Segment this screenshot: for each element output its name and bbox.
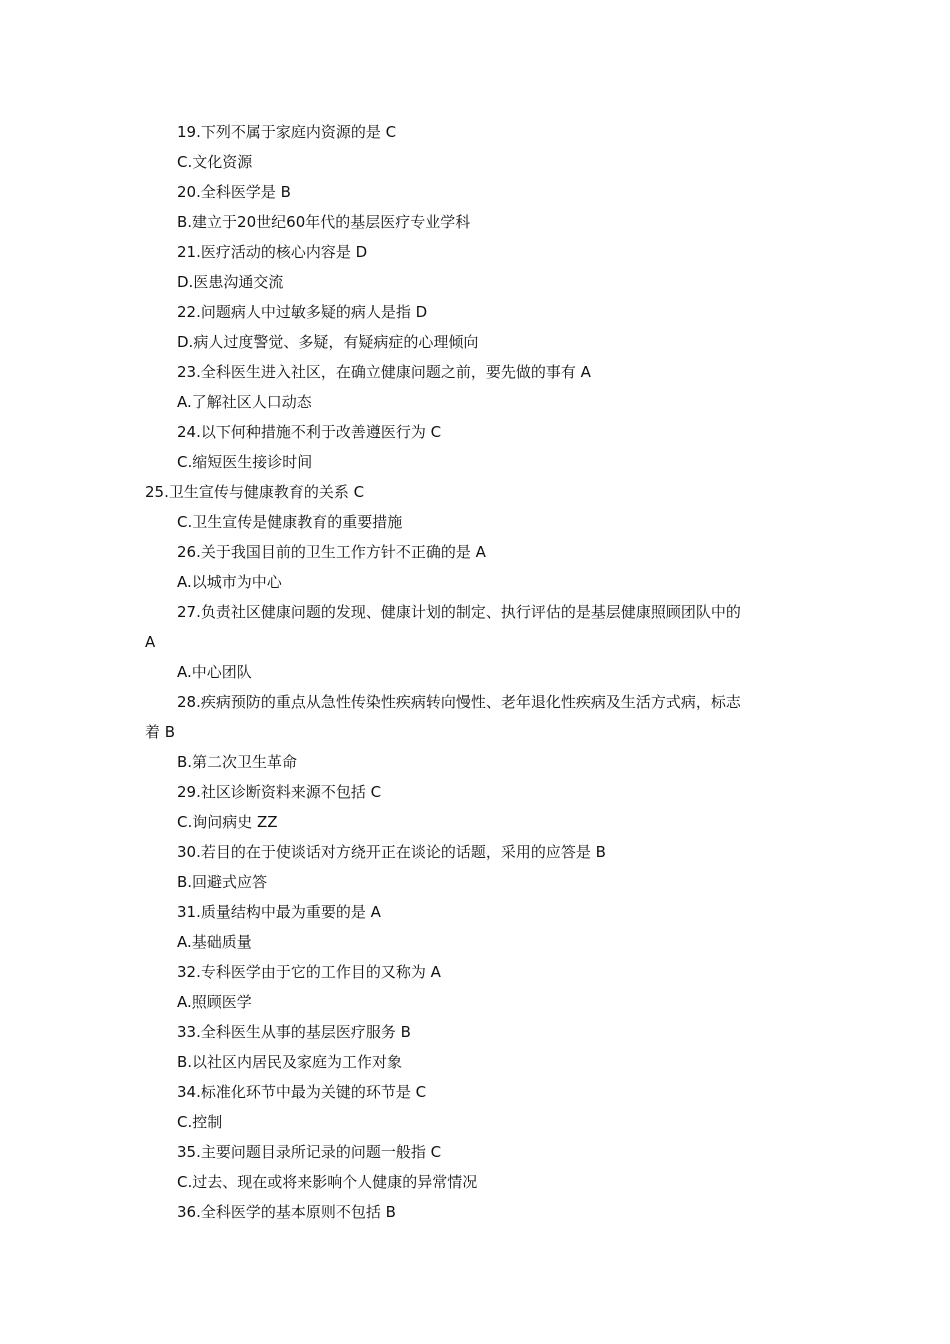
- text-line: C.控制: [177, 1113, 223, 1131]
- text-line: A.照顾医学: [177, 993, 252, 1011]
- text-line: 22.问题病人中过敏多疑的病人是指 D: [177, 303, 428, 321]
- text-line: 36.全科医学的基本原则不包括 B: [177, 1203, 396, 1221]
- text-line: 26.关于我国目前的卫生工作方针不正确的是 A: [177, 543, 486, 561]
- text-line: 35.主要问题目录所记录的问题一般指 C: [177, 1143, 442, 1161]
- text-line: 27.负责社区健康问题的发现、健康计划的制定、执行评估的是基层健康照顾团队中的: [177, 603, 741, 621]
- text-line: 24.以下何种措施不利于改善遵医行为 C: [177, 423, 442, 441]
- text-line: 21.医疗活动的核心内容是 D: [177, 243, 368, 261]
- text-line: 19.下列不属于家庭内资源的是 C: [177, 123, 397, 141]
- text-line: A.了解社区人口动态: [177, 393, 312, 411]
- text-line: A.中心团队: [177, 663, 252, 681]
- text-line: B.建立于20世纪60年代的基层医疗专业学科: [177, 213, 471, 231]
- text-line: B.回避式应答: [177, 873, 268, 891]
- text-line: A: [145, 633, 156, 651]
- text-line: C.缩短医生接诊时间: [177, 453, 313, 471]
- text-line: 28.疾病预防的重点从急性传染性疾病转向慢性、老年退化性疾病及生活方式病，标志: [177, 693, 741, 711]
- text-line: 33.全科医生从事的基层医疗服务 B: [177, 1023, 411, 1041]
- text-line: D.病人过度警觉、多疑，有疑病症的心理倾向: [177, 333, 479, 351]
- text-line: A.以城市为中心: [177, 573, 282, 591]
- text-line: B.第二次卫生革命: [177, 753, 298, 771]
- text-line: C.询问病史 ZZ: [177, 813, 278, 831]
- text-line: 20.全科医学是 B: [177, 183, 291, 201]
- text-line: B.以社区内居民及家庭为工作对象: [177, 1053, 403, 1071]
- text-line: 着 B: [145, 723, 176, 741]
- text-line: 23.全科医生进入社区，在确立健康问题之前，要先做的事有 A: [177, 363, 591, 381]
- text-line: D.医患沟通交流: [177, 273, 284, 291]
- text-line: 30.若目的在于使谈话对方绕开正在谈论的话题，采用的应答是 B: [177, 843, 606, 861]
- text-line: 32.专科医学由于它的工作目的又称为 A: [177, 963, 441, 981]
- text-line: 34.标准化环节中最为关键的环节是 C: [177, 1083, 427, 1101]
- text-line: A.基础质量: [177, 933, 252, 951]
- text-line: 25.卫生宣传与健康教育的关系 C: [145, 483, 365, 501]
- document-text-lines: [0, 117, 950, 1227]
- text-line: C.文化资源: [177, 153, 253, 171]
- text-line: C.过去、现在或将来影响个人健康的异常情况: [177, 1173, 478, 1191]
- text-line: 31.质量结构中最为重要的是 A: [177, 903, 381, 921]
- text-line: 29.社区诊断资料来源不包括 C: [177, 783, 382, 801]
- text-line: C.卫生宣传是健康教育的重要措施: [177, 513, 403, 531]
